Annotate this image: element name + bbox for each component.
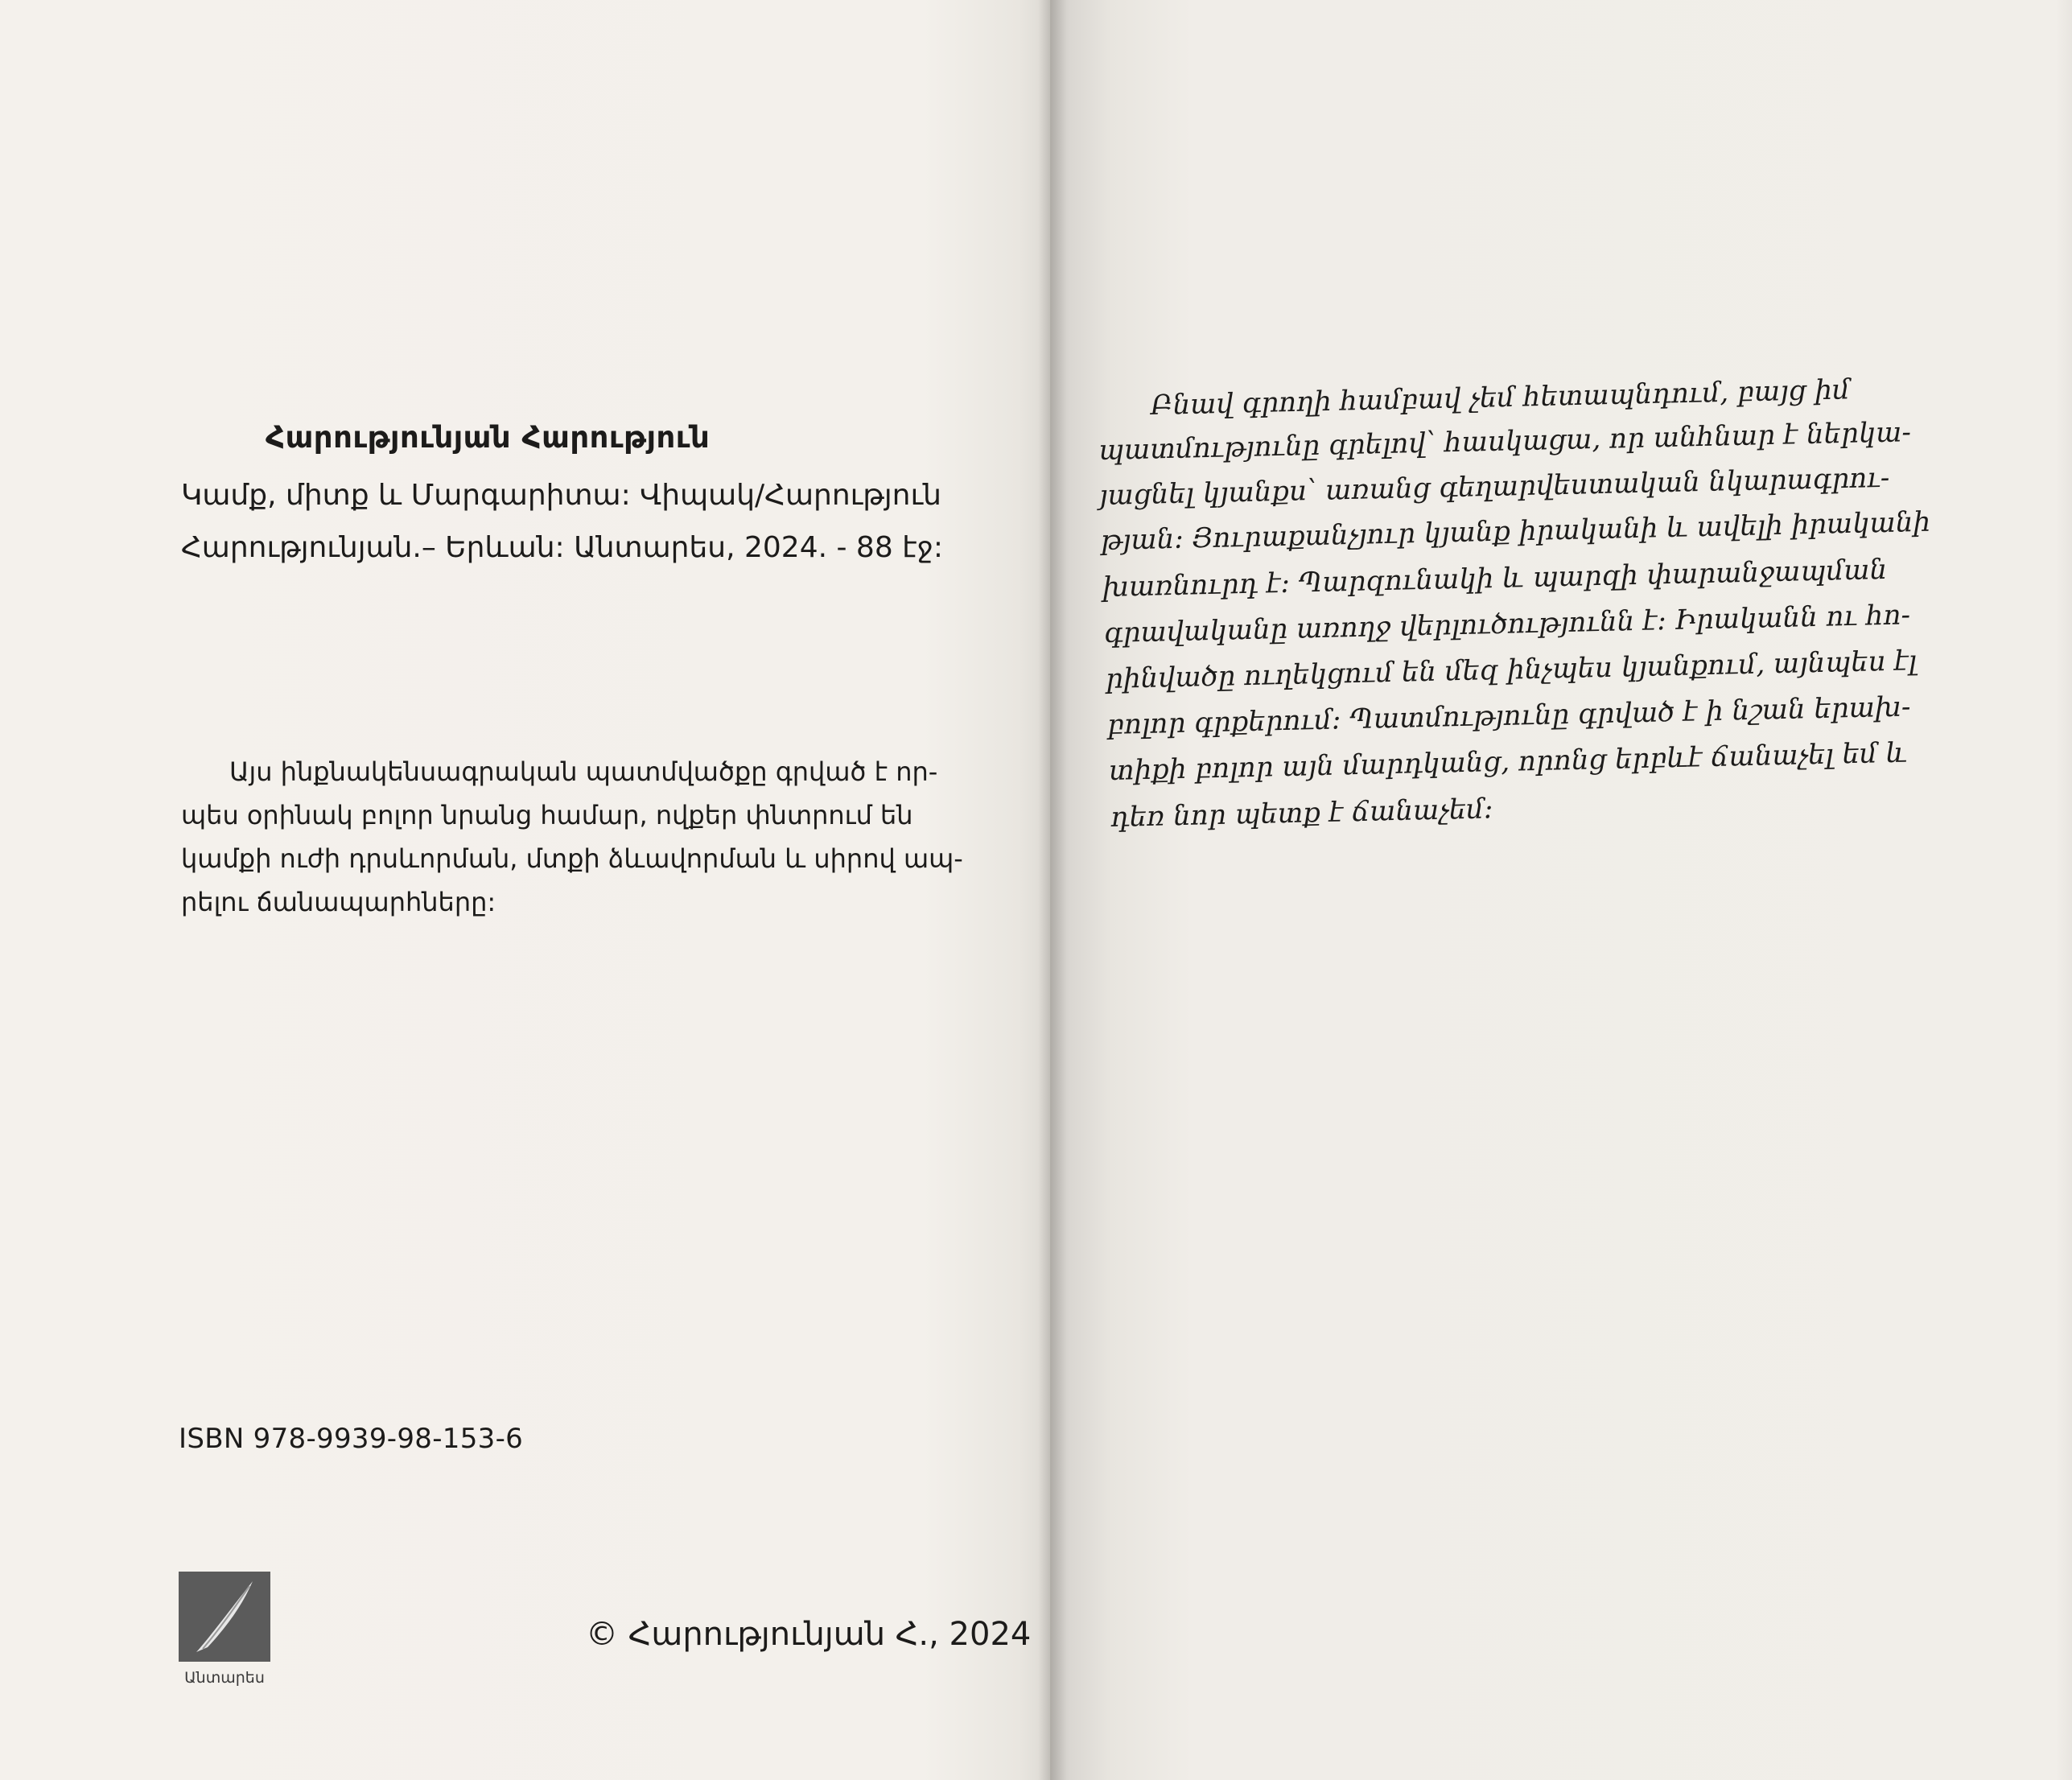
foreword-line: դեռ նոր պետք է ճանաչեմ: [1110,793,1493,834]
annotation-line: րելու ճանապարհները: [181,887,496,917]
annotation-line: կամքի ուժի դրսևորման, մտքի ձևավորման և սիրով ապ- [181,843,963,874]
publisher-logo-caption: Անտարես [184,1669,265,1687]
page-edge [2056,0,2072,1780]
annotation-line: պես օրինակ բոլոր նրանց համար, ովքեր փնտրում են [181,800,913,830]
book-gutter [1038,0,1067,1780]
foreword-line: խառնուրդ է: Պարզունակի և պարզի փարանջապման [1102,553,1888,604]
foreword-line: թյան: Յուրաքանչյուր կյանք իրականի և ավելի իրականի [1100,505,1931,557]
foreword-line: Բնավ գրողի համբավ չեմ հետապնդում, բայց իմ [1150,373,1851,422]
foreword-line: րինվածը ուղեկցում են մեզ ինչպես կյանքում, այնպես էլ [1105,645,1918,695]
feather-shape [196,1581,253,1652]
foreword-line: գրավականը առողջ վերլուծությունն է: Իրականն ու հո- [1103,599,1911,649]
publisher-logo [179,1572,270,1662]
catalog-publication-line: Հարությունյան.– Երևան: Անտարես, 2024. - 88 էջ: [181,531,943,564]
catalog-author-heading: Հարությունյան Հարություն [266,420,711,455]
catalog-title-line: Կամք, միտք և Մարգարիտա: Վիպակ/Հարություն [181,479,941,512]
copyright-notice: © Հարությունյան Հ., 2024 [586,1616,1032,1653]
annotation-line: Այս ինքնակենսագրական պատմվածքը գրված է որ- [229,756,938,787]
feather-icon [179,1572,270,1662]
isbn-number: ISBN 978-9939-98-153-6 [179,1423,524,1455]
right-page [1050,0,2072,1780]
foreword-line: տիքի բոլոր այն մարդկանց, որոնց երբևէ ճանաչել եմ և [1108,736,1908,787]
foreword-line: բոլոր գրքերում: Պատմությունը գրված է ի նշան երախ- [1106,690,1911,741]
foreword-line: յացնել կյանքս՝ առանց գեղարվեստական նկարագրու- [1098,461,1890,512]
foreword-line: պատմությունը գրելով՝ հասկացա, որ անհնար է ներկա- [1098,416,1912,467]
